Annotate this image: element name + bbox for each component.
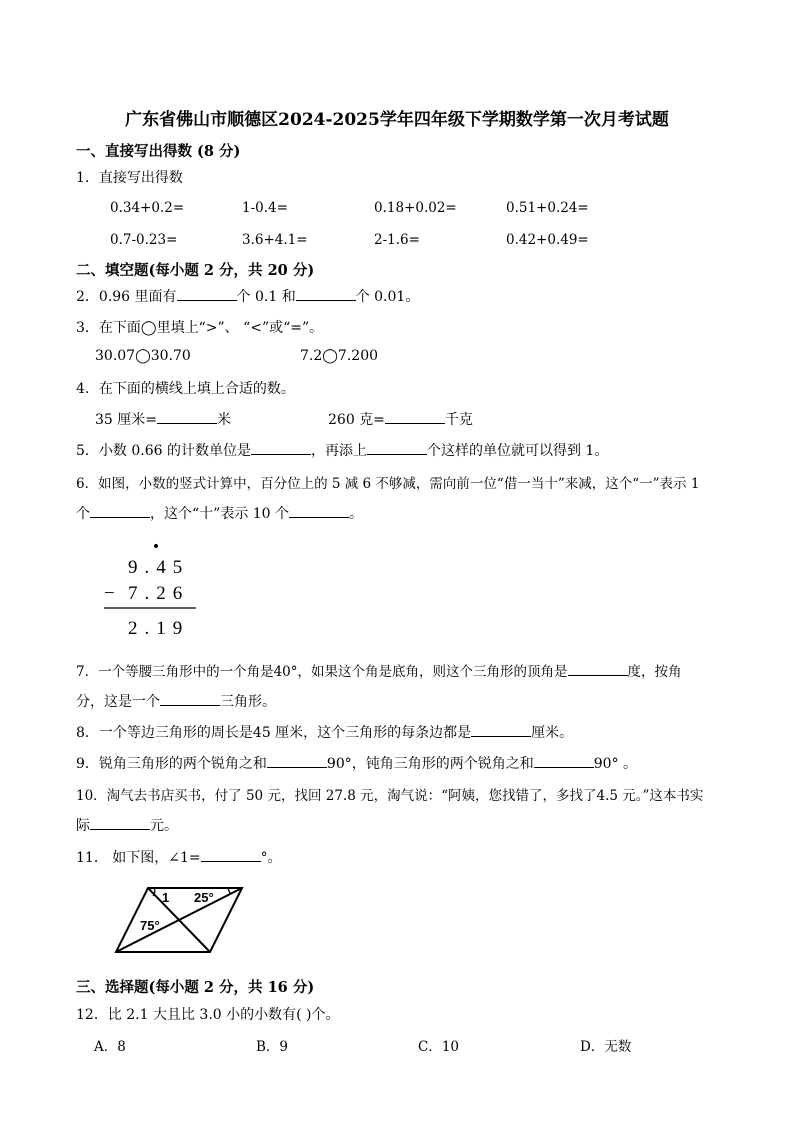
diagonal-line [116,888,242,952]
answer-blank[interactable] [471,724,531,737]
answer-blank[interactable] [367,442,427,455]
q4-text: 4．在下面的横线上填上合适的数。 [76,381,295,397]
calc-item: 2-1.6= [374,232,420,248]
difference: 2.19 [128,618,190,639]
option-a[interactable]: A．8 [94,1039,126,1055]
q10-line1: 10．淘气去书店买书，付了 50 元，找回 27.8 元，淘气说：“阿姨，您找错了，多找了4.5 元。”这本书实 [76,788,704,804]
q3-item-1: 30.07◯30.70 [95,348,191,364]
q5 [76,440,608,460]
q3-text: 3．在下面◯里填上“>”、 “<”或“=”。 [76,320,324,336]
calc-item: 0.51+0.24= [506,200,589,216]
option-c[interactable]: C．10 [418,1039,460,1055]
answer-blank[interactable] [157,411,217,424]
q6-text-c: 。 [349,506,364,522]
minus-sign: − [104,583,115,604]
section1-heading: 一、直接写出得数 (8 分) [76,143,241,160]
q2-text-b: 个 0.1 和 [236,289,296,305]
section2-heading: 二、填空题(每小题 2 分，共 20 分) [76,262,315,279]
q12-text: 12．比 2.1 大且比 3.0 小的小数有( )个。 [76,1007,340,1023]
answer-blank[interactable] [296,288,356,301]
calc-item: 3.6+4.1= [242,232,308,248]
q10-text-b: 际 [76,818,90,834]
subtrahend: 7.26 [128,583,190,604]
q11 [76,847,282,867]
q11-text-b: °。 [260,850,282,866]
angle-75-label: 75° [140,918,160,933]
q6-line1: 6．如图，小数的竖式计算中，百分位上的 5 减 6 不够减，需向前一位“借一当十”来减，这个“一”表示 1 [76,476,700,492]
answer-blank[interactable] [90,505,150,518]
calc-item: 0.34+0.2= [110,200,185,216]
calc-item: 0.7-0.23= [110,232,178,248]
q7-text-b: 度，按角 [627,664,682,680]
q7-line2 [76,691,276,711]
q8 [76,722,573,742]
answer-blank[interactable] [90,817,150,830]
q7-line1 [76,660,682,680]
q2-text-a: 2．0.96 里面有 [76,289,177,305]
calc-item: 0.42+0.49= [506,232,589,248]
q2 [76,286,419,306]
q9-text-a: 9．锐角三角形的两个锐角之和 [76,756,267,772]
q5-text-c: 个这样的单位就可以得到 1。 [426,443,609,459]
q1-text: 1．直接写出得数 [76,170,183,186]
q7-text-a: 7．一个等腰三角形中的一个角是40°，如果这个角是底角，则这个三角形的顶角是 [76,664,568,680]
answer-blank[interactable] [251,442,311,455]
q6-text-b: ，这个“十”表示 10 个 [150,506,290,522]
parallelogram-figure [110,880,250,960]
option-d[interactable]: D．无数 [580,1039,632,1055]
angle-25-label: 25° [194,890,214,905]
q8-text-b: 厘米。 [531,725,574,741]
vertical-subtraction-figure [100,540,210,640]
calc-item: 1-0.4= [242,200,288,216]
answer-blank[interactable] [289,505,349,518]
q11-text-a: 11． 如下图，∠1= [76,850,201,866]
option-b[interactable]: B．9 [256,1039,289,1055]
minuend: 9.45 [128,557,190,578]
q9-text-b: 90°，钝角三角形的两个锐角之和 [326,756,534,772]
q6-line2 [76,503,363,523]
q4-item-1 [95,409,231,429]
angle-1-label: 1 [162,890,170,905]
q4-item-2-b: 千克 [444,412,473,428]
q7-text-c: 分，这是一个 [76,694,160,710]
q4-item-2-a: 260 克= [328,412,385,428]
q2-text-c: 个 0.01。 [355,289,420,305]
q10-text-c: 元。 [150,818,178,834]
answer-blank[interactable] [385,411,445,424]
angle-arc [153,888,155,896]
q3-item-2: 7.2◯7.200 [300,348,379,364]
q8-text-a: 8．一个等边三角形的周长是45 厘米，这个三角形的每条边都是 [76,725,472,741]
answer-blank[interactable] [534,755,594,768]
q7-text-d: 三角形。 [220,694,276,710]
answer-blank[interactable] [267,755,327,768]
answer-blank[interactable] [177,288,237,301]
q9 [76,753,637,773]
borrow-dot: • [151,540,161,555]
q5-text-b: ，再添上 [310,443,367,459]
answer-blank[interactable] [201,849,261,862]
answer-blank[interactable] [568,663,628,676]
q10-line2 [76,815,178,835]
q4-item-2 [328,409,473,429]
q4-item-1-a: 35 厘米= [95,412,157,428]
q4-item-1-b: 米 [217,412,231,428]
q9-text-c: 90° 。 [593,756,638,772]
section3-heading: 三、选择题(每小题 2 分，共 16 分) [76,979,315,996]
q6-text-a: 个 [76,506,90,522]
page-title: 广东省佛山市顺德区2024-2025学年四年级下学期数学第一次月考试题 [125,110,669,130]
calc-item: 0.18+0.02= [374,200,457,216]
q5-text-a: 5．小数 0.66 的计数单位是 [76,443,251,459]
answer-blank[interactable] [160,693,220,706]
